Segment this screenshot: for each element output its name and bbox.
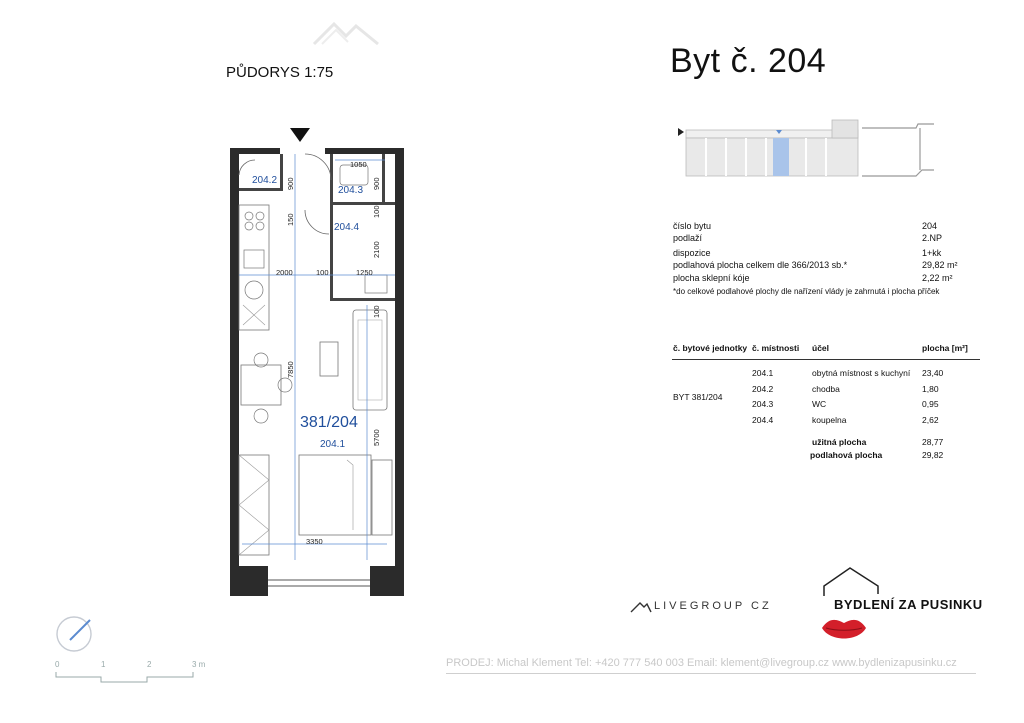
bydleni-house-icon xyxy=(822,566,882,596)
dim-3350: 3350 xyxy=(306,537,323,546)
room-label-204-2: 204.2 xyxy=(252,175,278,186)
dim-1050: 1050 xyxy=(350,160,367,169)
table-header-divider xyxy=(672,359,980,360)
info-label-0: číslo bytu xyxy=(673,221,712,231)
table-unit: BYT 381/204 xyxy=(673,392,723,402)
info-label-4: plocha sklepní kóje xyxy=(673,273,750,283)
table-row-area: 0,95 xyxy=(922,399,939,409)
table-row-room: 204.4 xyxy=(752,415,774,425)
footer-contact: PRODEJ: Michal Klement Tel: +420 777 540 003 Email: klement@livegroup.cz www.bydlenizapusinku.cz xyxy=(446,657,957,669)
table-header-use: účel xyxy=(812,343,830,353)
info-value-0: 204 xyxy=(922,221,938,231)
watermark-logo xyxy=(312,16,380,46)
entrance-arrow-icon xyxy=(290,128,310,142)
info-label-2: dispozice xyxy=(673,248,711,258)
table-header-unit: č. bytové jednotky xyxy=(673,343,748,353)
info-value-3: 29,82 m² xyxy=(922,260,958,270)
dim-1250: 1250 xyxy=(356,268,373,277)
room-label-204-1: 204.1 xyxy=(320,439,346,450)
table-row-area: 2,62 xyxy=(922,415,939,425)
dim-7850: 7850 xyxy=(286,361,295,378)
info-value-4: 2,22 m² xyxy=(922,273,953,283)
dim-900-a: 900 xyxy=(286,177,295,190)
dim-150: 150 xyxy=(286,213,295,226)
page-title: Byt č. 204 xyxy=(670,42,827,80)
unit-label: 381/204 xyxy=(300,414,358,431)
info-value-2: 1+kk xyxy=(922,248,942,258)
table-row-use: WC xyxy=(812,399,827,409)
useful-area-label: užitná plocha xyxy=(812,437,867,447)
info-label-1: podlaží xyxy=(673,233,703,243)
table-row-room: 204.1 xyxy=(752,368,774,378)
bydleni-logo-text: BYDLENÍ ZA PUSINKU xyxy=(834,597,983,612)
floor-plan xyxy=(225,120,410,600)
scale-label-0: 0 xyxy=(55,660,60,669)
floor-area-label: podlahová plocha xyxy=(810,450,883,460)
table-header-area: plocha [m²] xyxy=(922,343,968,353)
table-row-area: 1,80 xyxy=(922,384,939,394)
dim-100-c: 100 xyxy=(372,305,381,318)
table-row-room: 204.2 xyxy=(752,384,774,394)
livegroup-logo-icon xyxy=(630,601,652,613)
livegroup-logo-text: LIVEGROUP CZ xyxy=(654,600,772,612)
plan-label: PŮDORYS 1:75 xyxy=(226,64,334,81)
useful-area-value: 28,77 xyxy=(922,437,944,447)
north-arrow-icon xyxy=(52,612,96,656)
info-label-3: podlahová plocha celkem dle 366/2013 sb.* xyxy=(673,260,848,270)
footnote: *do celkové podlahové plochy dle nařízení vlády je zahrnutá i plocha příček xyxy=(673,287,940,296)
scale-bar xyxy=(55,670,205,684)
table-row-use: obytná místnost s kuchyní xyxy=(812,368,911,378)
info-value-1: 2.NP xyxy=(922,233,943,243)
room-label-204-3: 204.3 xyxy=(338,185,364,196)
dim-100-b: 100 xyxy=(316,268,329,277)
room-label-204-4: 204.4 xyxy=(334,222,360,233)
dim-100-a: 100 xyxy=(372,205,381,218)
scale-label-2: 2 xyxy=(147,660,152,669)
scale-label-1: 1 xyxy=(101,660,106,669)
building-key-diagram xyxy=(672,118,942,182)
scale-label-3: 3 m xyxy=(192,660,206,669)
dim-2000: 2000 xyxy=(276,268,293,277)
table-row-room: 204.3 xyxy=(752,399,774,409)
footer-divider xyxy=(446,673,976,674)
floor-area-value: 29,82 xyxy=(922,450,944,460)
dim-5700: 5700 xyxy=(372,429,381,446)
lips-icon xyxy=(820,614,868,644)
table-row-area: 23,40 xyxy=(922,368,944,378)
table-row-use: koupelna xyxy=(812,415,847,425)
unit-204-highlight xyxy=(773,138,789,176)
dim-2100: 2100 xyxy=(372,241,381,258)
dim-900-b: 900 xyxy=(372,177,381,190)
table-row-use: chodba xyxy=(812,384,840,394)
table-header-room: č. místnosti xyxy=(752,343,800,353)
